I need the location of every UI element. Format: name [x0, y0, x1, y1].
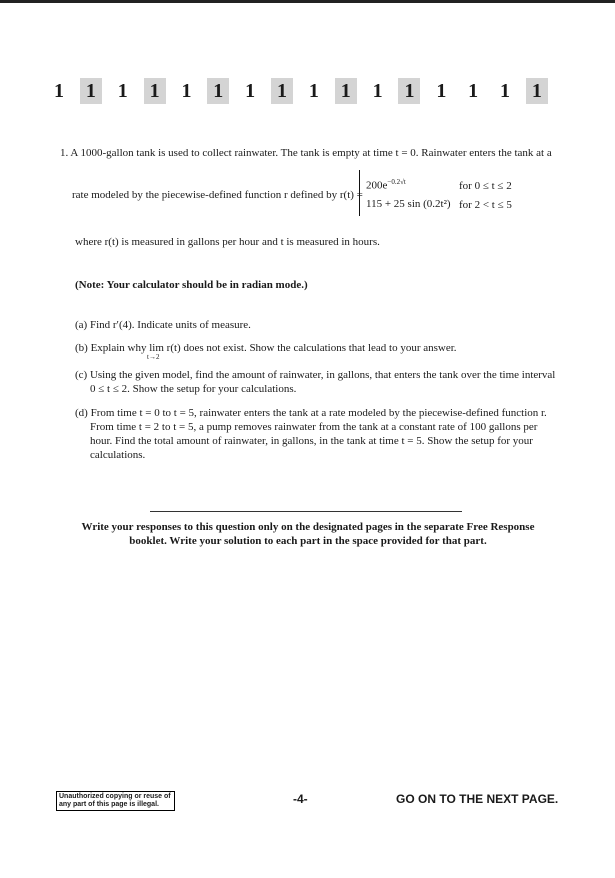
banner-digit: 1: [207, 78, 229, 104]
top-border: [0, 0, 615, 3]
response-instructions: [70, 520, 546, 548]
question-number-banner: [48, 78, 548, 104]
banner-digit: 1: [308, 80, 319, 102]
banner-digit: 1: [245, 80, 256, 102]
case2-condition: for 2 < t ≤ 5: [459, 199, 512, 211]
part-b: (b) Explain why lim r(t) does not exist. Show the calculations that lead to your answer.: [75, 342, 457, 354]
piecewise-brace: [359, 170, 363, 216]
banner-digit: 1: [80, 78, 102, 104]
case1-condition: for 0 ≤ t ≤ 2: [459, 180, 512, 192]
case2-expression: 115 + 25 sin (0.2t²): [366, 198, 451, 210]
limit-subscript: t→2: [147, 353, 160, 361]
part-c-line1: (c) Using the given model, find the amount of rainwater, in gallons, that enters the tank over the time interval: [75, 369, 556, 381]
case1-base: 200e: [366, 179, 388, 192]
banner-digit: 1: [335, 78, 357, 104]
calculator-note: (Note: Your calculator should be in radian mode.): [75, 279, 308, 291]
banner-digit: 1: [500, 80, 511, 102]
case1-exponent: −0.2√t: [387, 178, 406, 186]
banner-digit: 1: [117, 80, 128, 102]
instructions-line2: booklet. Write your solution to each part in the space provided for that part.: [129, 535, 487, 547]
part-d-line2: From time t = 2 to t = 5, a pump removes rainwater from the tank at a constant rate of 100 gallons per: [90, 421, 538, 433]
banner-digit: 1: [398, 78, 420, 104]
question-intro: 1. A 1000-gallon tank is used to collect rainwater. The tank is empty at time t = 0. Rainwater enters the tank at a: [60, 147, 552, 159]
instructions-line1: Write your responses to this question only on the designated pages in the separate Free Response: [81, 521, 535, 533]
units-description: where r(t) is measured in gallons per hour and t is measured in hours.: [75, 236, 380, 248]
copyright-notice: Unauthorized copying or reuse of any part of this page is illegal.: [56, 791, 175, 811]
banner-digit: 1: [372, 80, 383, 102]
banner-digit: 1: [144, 78, 166, 104]
banner-digit: 1: [181, 80, 192, 102]
rate-model-text: rate modeled by the piecewise-defined function r defined by r(t) =: [72, 189, 363, 201]
part-d-line4: calculations.: [90, 449, 146, 461]
page-number: -4-: [293, 792, 308, 806]
part-d-line3: hour. Find the total amount of rainwater, in gallons, in the tank at time t = 5. Show the setup for your: [90, 435, 533, 447]
banner-digit: 1: [526, 78, 548, 104]
next-page-label: GO ON TO THE NEXT PAGE.: [396, 792, 559, 806]
banner-digit: 1: [54, 80, 64, 102]
part-a: (a) Find r′(4). Indicate units of measure.: [75, 319, 251, 331]
part-c-line2: 0 ≤ t ≤ 2. Show the setup for your calculations.: [90, 383, 297, 395]
divider-line: [150, 511, 462, 512]
banner-digit: 1: [468, 80, 479, 102]
part-d-line1: (d) From time t = 0 to t = 5, rainwater enters the tank at a rate modeled by the piecewise-defined function r.: [75, 407, 547, 419]
banner-digit: 1: [436, 80, 447, 102]
banner-digit: 1: [271, 78, 293, 104]
case1-expression: [366, 178, 406, 192]
